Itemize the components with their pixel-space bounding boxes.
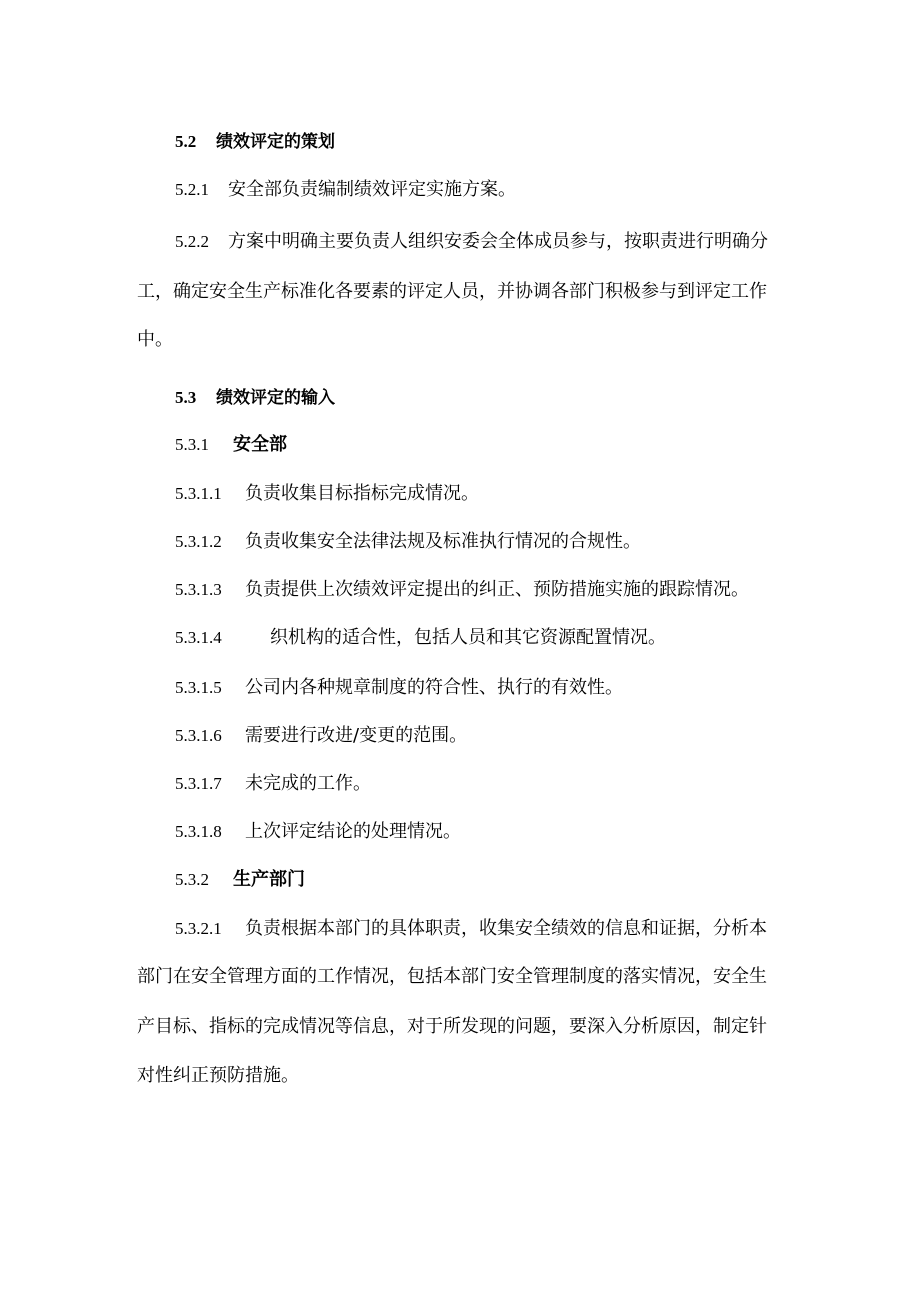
item-text: 织机构的适合性，包括人员和其它资源配置情况。 [270, 627, 666, 648]
subsection-5-3-2 [175, 868, 305, 892]
section-number: 5.2 [175, 132, 197, 151]
item-number: 5.3.1.5 [175, 678, 222, 697]
clause-text: 中。 [137, 329, 173, 350]
clause-number: 5.2.1 [175, 180, 209, 199]
item-5-3-1-3 [175, 578, 749, 602]
clause-5-2-2-line-1 [175, 230, 768, 254]
item-number: 5.3.1.6 [175, 726, 222, 745]
item-text: 需要进行改进/变更的范围。 [245, 725, 468, 746]
clause-5-2-2-line-3 [137, 328, 173, 352]
item-5-3-1-4 [175, 626, 666, 650]
subsection-title: 生产部门 [233, 869, 305, 890]
item-number: 5.3.1.7 [175, 774, 222, 793]
clause-5-2-1 [175, 178, 516, 202]
clause-5-3-2-1-line-4 [137, 1064, 299, 1088]
item-5-3-1-6 [175, 724, 467, 748]
item-number: 5.3.1.8 [175, 822, 222, 841]
item-5-3-1-8 [175, 820, 461, 844]
item-text: 负责收集目标指标完成情况。 [245, 483, 479, 504]
item-text: 未完成的工作。 [245, 773, 371, 794]
section-title: 绩效评定的策划 [216, 132, 335, 152]
item-5-3-1-1 [175, 482, 479, 506]
clause-text: 工，确定安全生产标准化各要素的评定人员，并协调各部门积极参与到评定工作 [137, 281, 767, 302]
clause-text: 安全部负责编制绩效评定实施方案。 [228, 179, 516, 200]
item-text: 负责提供上次绩效评定提出的纠正、预防措施实施的跟踪情况。 [245, 579, 749, 600]
item-number: 5.3.1.4 [175, 628, 222, 647]
item-number: 5.3.1.1 [175, 484, 222, 503]
subsection-title: 安全部 [233, 434, 287, 455]
item-number: 5.3.1.3 [175, 580, 222, 599]
item-5-3-1-5 [175, 676, 623, 700]
clause-text: 负责根据本部门的具体职责，收集安全绩效的信息和证据，分析本 [245, 918, 767, 939]
section-heading-5-2 [175, 130, 335, 154]
item-5-3-1-7 [175, 772, 371, 796]
clause-5-3-2-1-line-1 [175, 917, 767, 941]
item-number: 5.3.1.2 [175, 532, 222, 551]
item-text: 负责收集安全法律法规及标准执行情况的合规性。 [245, 531, 641, 552]
clause-number: 5.2.2 [175, 232, 209, 251]
subsection-number: 5.3.1 [175, 435, 209, 454]
clause-text: 部门在安全管理方面的工作情况，包括本部门安全管理制度的落实情况，安全生 [137, 966, 767, 987]
clause-5-3-2-1-line-2 [137, 965, 767, 989]
item-text: 公司内各种规章制度的符合性、执行的有效性。 [245, 677, 623, 698]
clause-text: 方案中明确主要负责人组织安委会全体成员参与，按职责进行明确分 [228, 231, 768, 252]
clause-text: 对性纠正预防措施。 [137, 1065, 299, 1086]
section-heading-5-3 [175, 386, 335, 410]
subsection-5-3-1 [175, 433, 287, 457]
clause-text: 产目标、指标的完成情况等信息，对于所发现的问题，要深入分析原因，制定针 [137, 1016, 767, 1037]
subsection-number: 5.3.2 [175, 870, 209, 889]
clause-number: 5.3.2.1 [175, 919, 222, 938]
clause-5-3-2-1-line-3 [137, 1015, 767, 1039]
item-text: 上次评定结论的处理情况。 [245, 821, 461, 842]
section-title: 绩效评定的输入 [216, 388, 335, 408]
item-5-3-1-2 [175, 530, 641, 554]
section-number: 5.3 [175, 388, 197, 407]
clause-5-2-2-line-2 [137, 280, 767, 304]
